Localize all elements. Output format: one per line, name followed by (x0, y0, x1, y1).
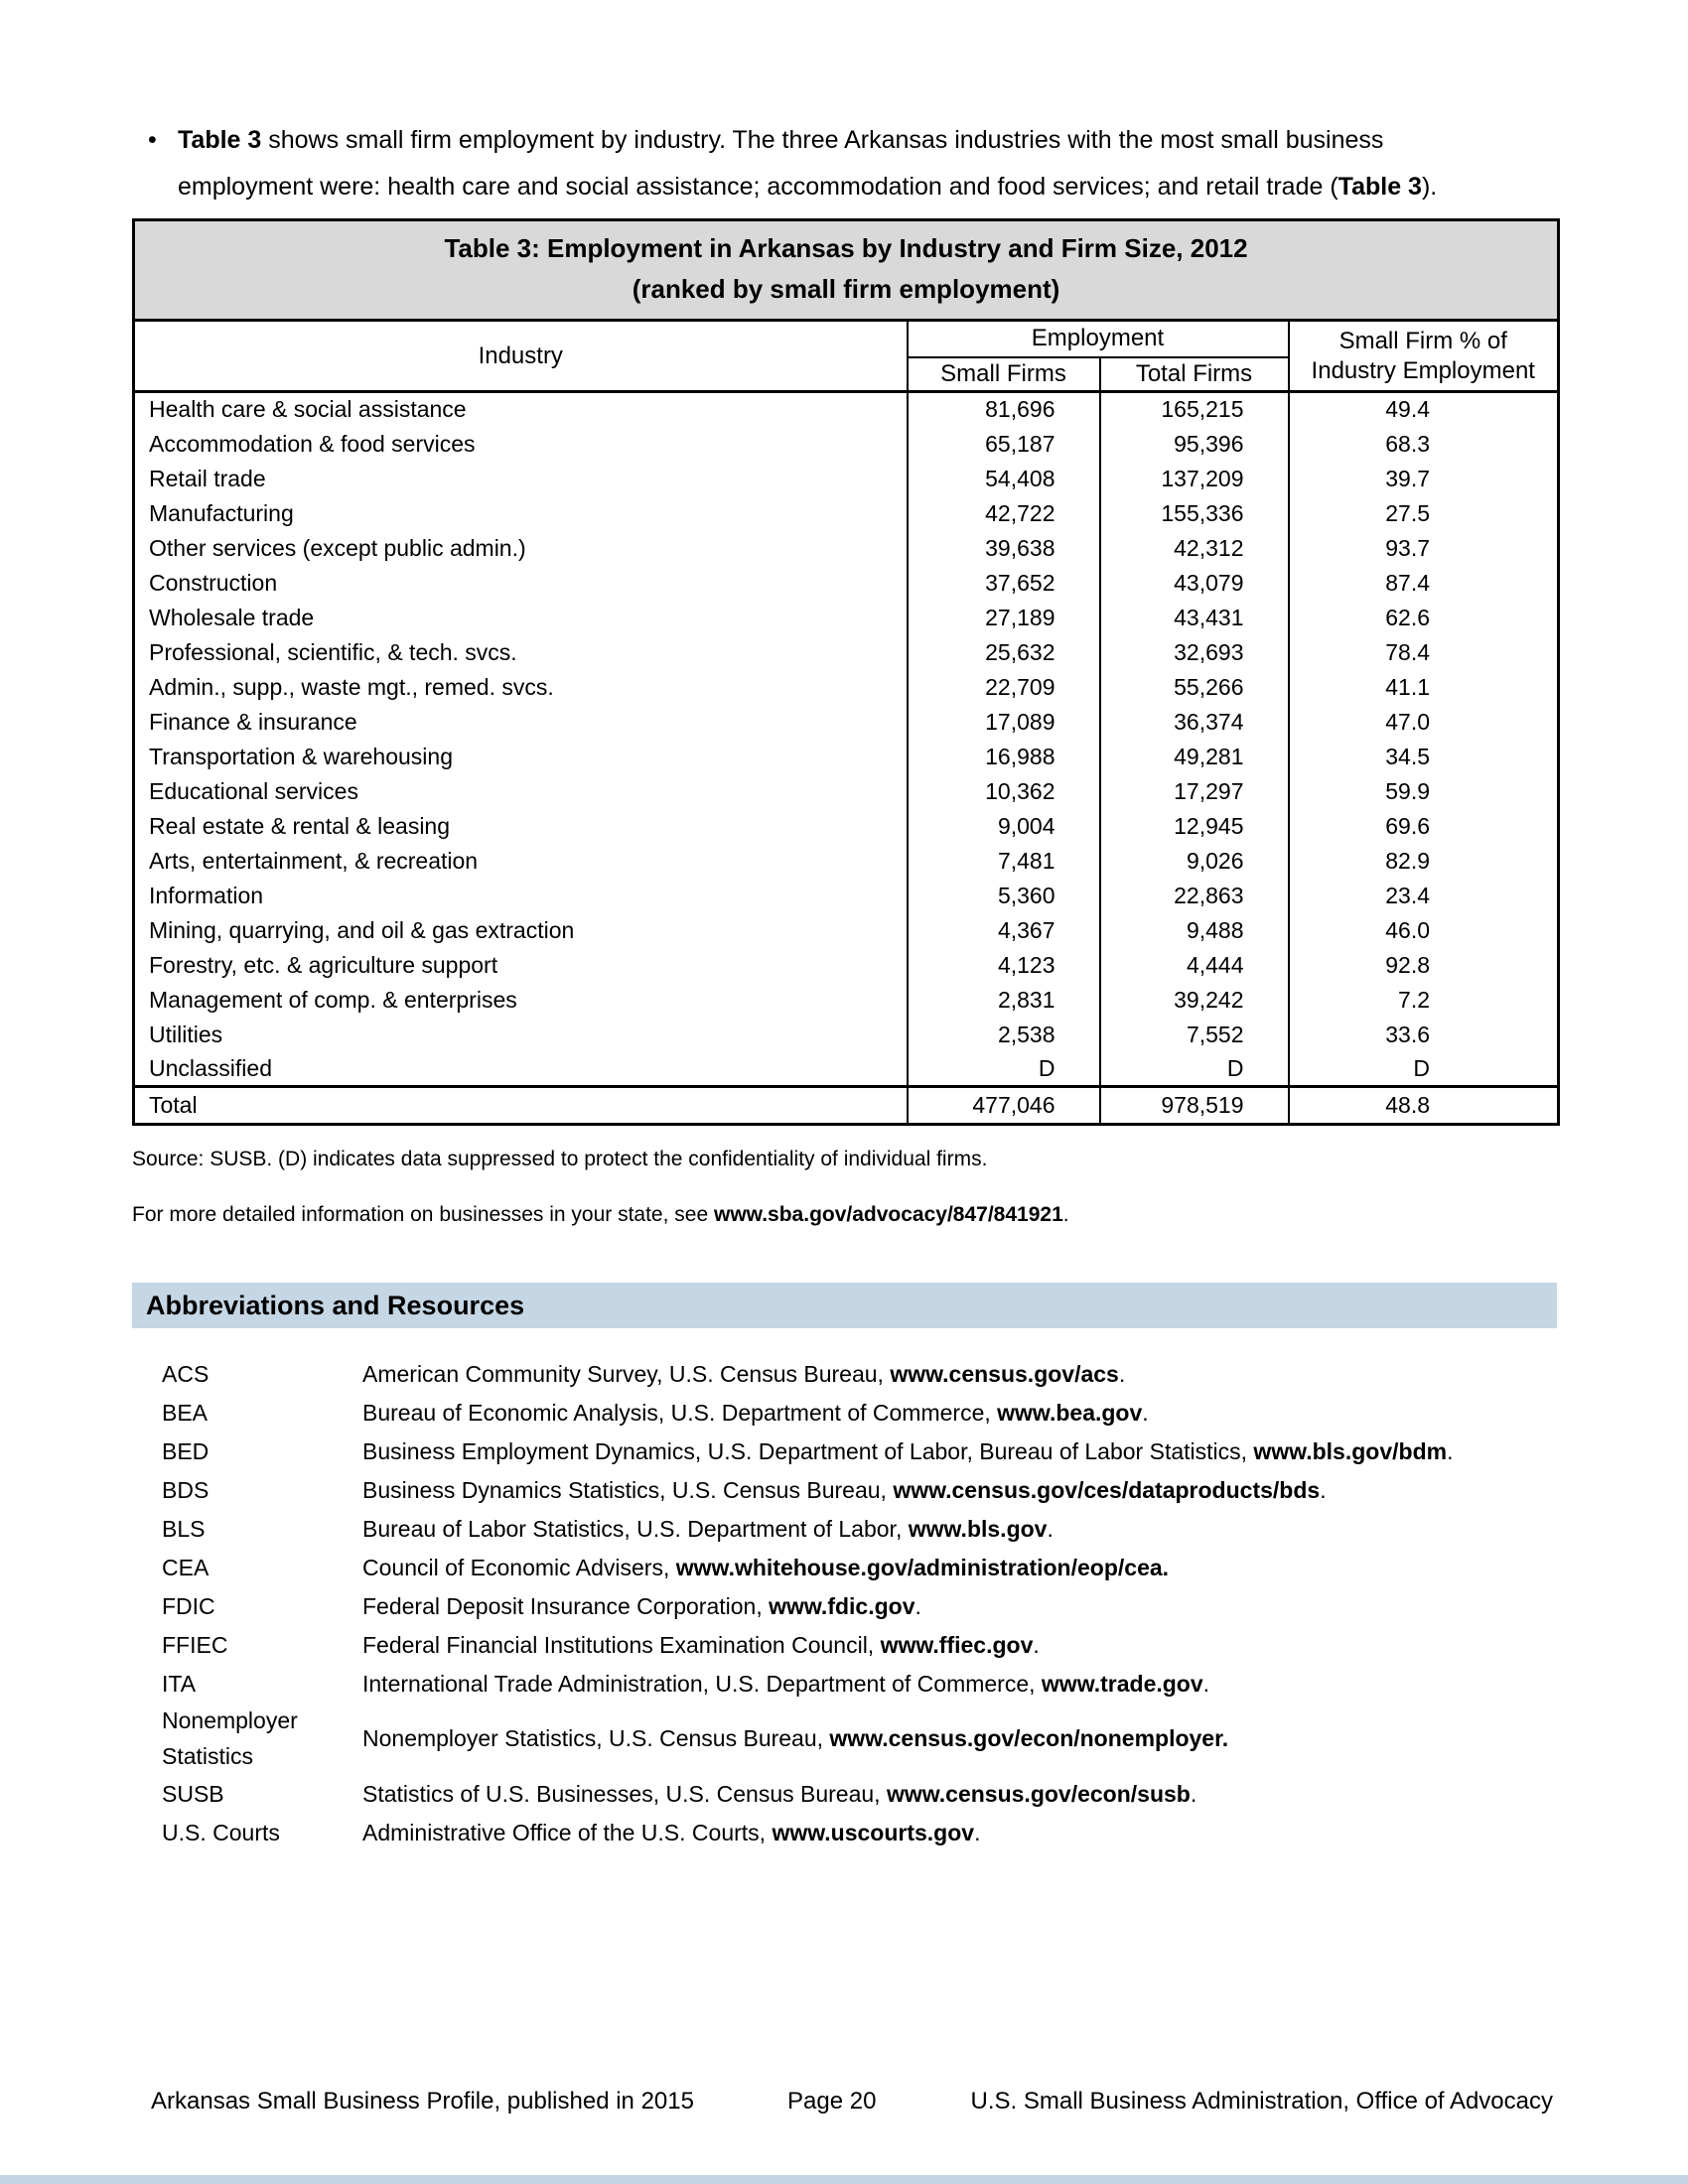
cell-total-firms: 165,215 (1100, 392, 1289, 427)
pct-header-line1: Small Firm % of (1338, 327, 1507, 354)
abbreviation-row (162, 1393, 1542, 1432)
cell-total-firms: 9,488 (1100, 913, 1289, 948)
abbreviation-row (162, 1774, 1542, 1813)
table-row (134, 913, 1559, 948)
abbreviation-key: U.S. Courts (162, 1819, 280, 1845)
cell-small-firms: 81,696 (908, 392, 1100, 427)
abbreviation-description: Business Dynamics Statistics, U.S. Census Bureau, www.census.gov/ces/dataproducts/bds. (362, 1476, 1327, 1503)
cell-total-firms: 17,297 (1100, 774, 1289, 809)
table-title (134, 220, 1559, 321)
table-row (134, 670, 1559, 705)
cell-small-firms: 25,632 (908, 635, 1100, 670)
column-header-total-firms: Total Firms (1100, 357, 1289, 392)
table-row (134, 531, 1559, 566)
abbreviation-key: BEA (162, 1399, 209, 1426)
abbreviation-row (162, 1470, 1542, 1509)
table-row (134, 705, 1559, 740)
cell-total-firms: 32,693 (1100, 635, 1289, 670)
abbreviation-key: ACS (162, 1360, 210, 1387)
cell-small-firms: 42,722 (908, 496, 1100, 531)
abbreviation-key: ITA (162, 1670, 197, 1697)
table-row (134, 774, 1559, 809)
cell-pct: 92.8 (1385, 951, 1431, 978)
cell-small-firms: 2,538 (908, 1018, 1100, 1052)
abbreviation-description: Bureau of Labor Statistics, U.S. Department of Labor, www.bls.gov. (362, 1515, 1054, 1542)
cell-total-firms: 22,863 (1100, 879, 1289, 913)
cell-industry: Management of comp. & enterprises (134, 983, 908, 1018)
cell-pct: 23.4 (1385, 882, 1431, 908)
cell-industry: Forestry, etc. & agriculture support (134, 948, 908, 983)
cell-pct: 59.9 (1385, 777, 1431, 804)
cell-small-firms: 17,089 (908, 705, 1100, 740)
cell-total-firms: 4,444 (1100, 948, 1289, 983)
pct-header-line2: Industry Employment (1311, 356, 1535, 384)
abbreviation-key: FFIEC (162, 1631, 228, 1658)
employment-table-foot (134, 1087, 1559, 1125)
total-total-firms: 978,519 (1100, 1087, 1289, 1125)
cell-industry: Transportation & warehousing (134, 740, 908, 774)
abbreviation-description: Federal Financial Institutions Examination Council, www.ffiec.gov. (362, 1631, 1040, 1658)
cell-pct: 82.9 (1385, 847, 1431, 874)
cell-pct: 41.1 (1385, 673, 1431, 700)
column-header-small-firms: Small Firms (908, 357, 1100, 392)
table-title-row (134, 220, 1559, 321)
cell-small-firms: 5,360 (908, 879, 1100, 913)
table-row (134, 983, 1559, 1018)
more-info-note: For more detailed information on businesses in your state, see www.sba.gov/advocacy/847/841921. (132, 1203, 1069, 1226)
footer-publication: Arkansas Small Business Profile, published in 2015 (151, 2088, 694, 2115)
cell-pct: 49.4 (1385, 396, 1431, 423)
table-row (134, 809, 1559, 844)
abbreviation-description: Council of Economic Advisers, www.whitehouse.gov/administration/eop/cea. (362, 1554, 1170, 1580)
table-row (134, 1052, 1559, 1087)
table-row (134, 601, 1559, 635)
abbreviation-key: FDIC (162, 1592, 215, 1619)
abbreviation-description: Nonemployer Statistics, U.S. Census Bureau, www.census.gov/econ/nonemployer. (362, 1725, 1229, 1751)
cell-industry: Manufacturing (134, 496, 908, 531)
abbreviation-key: BED (162, 1437, 210, 1464)
cell-pct: 39.7 (1385, 465, 1431, 491)
table-row (134, 427, 1559, 462)
cell-small-firms: 10,362 (908, 774, 1100, 809)
cell-small-firms: 37,652 (908, 566, 1100, 601)
cell-small-firms: 4,367 (908, 913, 1100, 948)
table-title-line2: (ranked by small firm employment) (632, 274, 1060, 304)
table-row (134, 635, 1559, 670)
cell-total-firms: 12,945 (1100, 809, 1289, 844)
table-row (134, 566, 1559, 601)
abbreviation-row (162, 1813, 1542, 1851)
cell-pct: 33.6 (1385, 1021, 1431, 1047)
employment-table (132, 218, 1560, 1126)
cell-pct: 68.3 (1385, 430, 1431, 457)
cell-pct: 62.6 (1385, 604, 1431, 630)
cell-industry: Educational services (134, 774, 908, 809)
cell-total-firms: 43,079 (1100, 566, 1289, 601)
abbreviation-key: CEA (162, 1554, 210, 1580)
cell-total-firms: 155,336 (1100, 496, 1289, 531)
cell-total-firms: 95,396 (1100, 427, 1289, 462)
cell-total-firms: 9,026 (1100, 844, 1289, 879)
cell-pct: 34.5 (1385, 743, 1431, 769)
abbreviation-description: Bureau of Economic Analysis, U.S. Department of Commerce, www.bea.gov. (362, 1399, 1149, 1426)
abbreviation-description: Administrative Office of the U.S. Courts, www.uscourts.gov. (362, 1819, 981, 1845)
table-row (134, 392, 1559, 427)
abbreviation-description: Federal Deposit Insurance Corporation, www.fdic.gov. (362, 1592, 921, 1619)
cell-small-firms: 22,709 (908, 670, 1100, 705)
table-row (134, 844, 1559, 879)
abbreviation-row (162, 1432, 1542, 1470)
employment-table-head (134, 220, 1559, 392)
cell-industry: Real estate & rental & leasing (134, 809, 908, 844)
abbreviation-row (162, 1586, 1542, 1625)
cell-industry: Other services (except public admin.) (134, 531, 908, 566)
cell-pct: 7.2 (1398, 986, 1431, 1013)
total-pct: 48.8 (1385, 1092, 1431, 1118)
cell-pct: 46.0 (1385, 916, 1431, 943)
intro-text: Table 3 shows small firm employment by industry. The three Arkansas industries with the most small business employment were: health care and social assistance; accommodation and food services; and retail trade (Table 3). (178, 126, 1438, 201)
table-row (134, 1018, 1559, 1052)
cell-industry: Construction (134, 566, 908, 601)
cell-small-firms: 39,638 (908, 531, 1100, 566)
bottom-accent-bar (0, 2175, 1688, 2184)
cell-total-firms: D (1100, 1052, 1289, 1087)
cell-total-firms: 137,209 (1100, 462, 1289, 496)
total-small-firms: 477,046 (908, 1087, 1100, 1125)
cell-pct: 47.0 (1385, 708, 1431, 735)
abbreviations-list (132, 1354, 1542, 1851)
cell-small-firms: 2,831 (908, 983, 1100, 1018)
abbreviation-description: Business Employment Dynamics, U.S. Department of Labor, Bureau of Labor Statistics, www.bls.gov/bdm. (362, 1437, 1454, 1464)
abbreviation-key: BLS (162, 1515, 206, 1542)
cell-industry: Unclassified (134, 1052, 908, 1087)
column-header-industry: Industry (134, 321, 908, 392)
abbreviation-row (162, 1509, 1542, 1548)
cell-small-firms: 16,988 (908, 740, 1100, 774)
abbreviation-description: International Trade Administration, U.S. Department of Commerce, www.trade.gov. (362, 1670, 1210, 1697)
cell-total-firms: 55,266 (1100, 670, 1289, 705)
cell-total-firms: 49,281 (1100, 740, 1289, 774)
cell-pct: 27.5 (1385, 499, 1431, 526)
column-header-small-firm-pct (1289, 321, 1559, 392)
abbreviations-section-header: Abbreviations and Resources (132, 1283, 1557, 1328)
cell-pct: D (1413, 1054, 1431, 1081)
cell-pct: 93.7 (1385, 534, 1431, 561)
cell-small-firms: 9,004 (908, 809, 1100, 844)
cell-total-firms: 43,431 (1100, 601, 1289, 635)
cell-industry: Information (134, 879, 908, 913)
bullet-marker: • (148, 126, 157, 154)
abbreviation-key: Nonemployer Statistics (162, 1707, 298, 1769)
cell-industry: Retail trade (134, 462, 908, 496)
cell-industry: Mining, quarrying, and oil & gas extraction (134, 913, 908, 948)
cell-pct: 87.4 (1385, 569, 1431, 596)
table-title-line1: Table 3: Employment in Arkansas by Industry and Firm Size, 2012 (444, 233, 1248, 263)
cell-industry: Arts, entertainment, & recreation (134, 844, 908, 879)
cell-total-firms: 42,312 (1100, 531, 1289, 566)
cell-small-firms: D (908, 1052, 1100, 1087)
cell-industry: Utilities (134, 1018, 908, 1052)
abbreviation-key: SUSB (162, 1780, 224, 1807)
intro-bullet (132, 117, 1557, 210)
cell-total-firms: 7,552 (1100, 1018, 1289, 1052)
cell-industry: Professional, scientific, & tech. svcs. (134, 635, 908, 670)
cell-pct: 69.6 (1385, 812, 1431, 839)
total-label: Total (134, 1087, 908, 1125)
table-row (134, 462, 1559, 496)
table-row (134, 879, 1559, 913)
cell-industry: Health care & social assistance (134, 392, 908, 427)
abbreviation-row (162, 1354, 1542, 1393)
abbreviation-key: BDS (162, 1476, 210, 1503)
cell-small-firms: 54,408 (908, 462, 1100, 496)
table-row (134, 496, 1559, 531)
cell-small-firms: 27,189 (908, 601, 1100, 635)
cell-pct: 78.4 (1385, 638, 1431, 665)
footer-page-number: Page 20 (787, 2088, 877, 2115)
cell-small-firms: 7,481 (908, 844, 1100, 879)
table-header-row-1 (134, 321, 1559, 357)
abbreviation-description: Statistics of U.S. Businesses, U.S. Census Bureau, www.census.gov/econ/susb. (362, 1780, 1197, 1807)
table-row (134, 948, 1559, 983)
cell-industry: Admin., supp., waste mgt., remed. svcs. (134, 670, 908, 705)
page-footer (0, 2088, 1688, 2119)
cell-total-firms: 39,242 (1100, 983, 1289, 1018)
abbreviation-row (162, 1703, 1542, 1774)
abbreviation-description: American Community Survey, U.S. Census Bureau, www.census.gov/acs. (362, 1360, 1126, 1387)
source-note: Source: SUSB. (D) indicates data suppressed to protect the confidentiality of individual firms. (132, 1148, 988, 1170)
abbreviation-row (162, 1664, 1542, 1703)
abbreviation-row (162, 1548, 1542, 1586)
employment-table-body (134, 392, 1559, 1087)
cell-small-firms: 4,123 (908, 948, 1100, 983)
cell-industry: Finance & insurance (134, 705, 908, 740)
table-row (134, 740, 1559, 774)
footer-agency: U.S. Small Business Administration, Office of Advocacy (970, 2088, 1553, 2115)
cell-industry: Wholesale trade (134, 601, 908, 635)
total-row (134, 1087, 1559, 1125)
cell-industry: Accommodation & food services (134, 427, 908, 462)
cell-small-firms: 65,187 (908, 427, 1100, 462)
abbreviation-row (162, 1625, 1542, 1664)
cell-total-firms: 36,374 (1100, 705, 1289, 740)
column-header-employment: Employment (908, 321, 1289, 357)
